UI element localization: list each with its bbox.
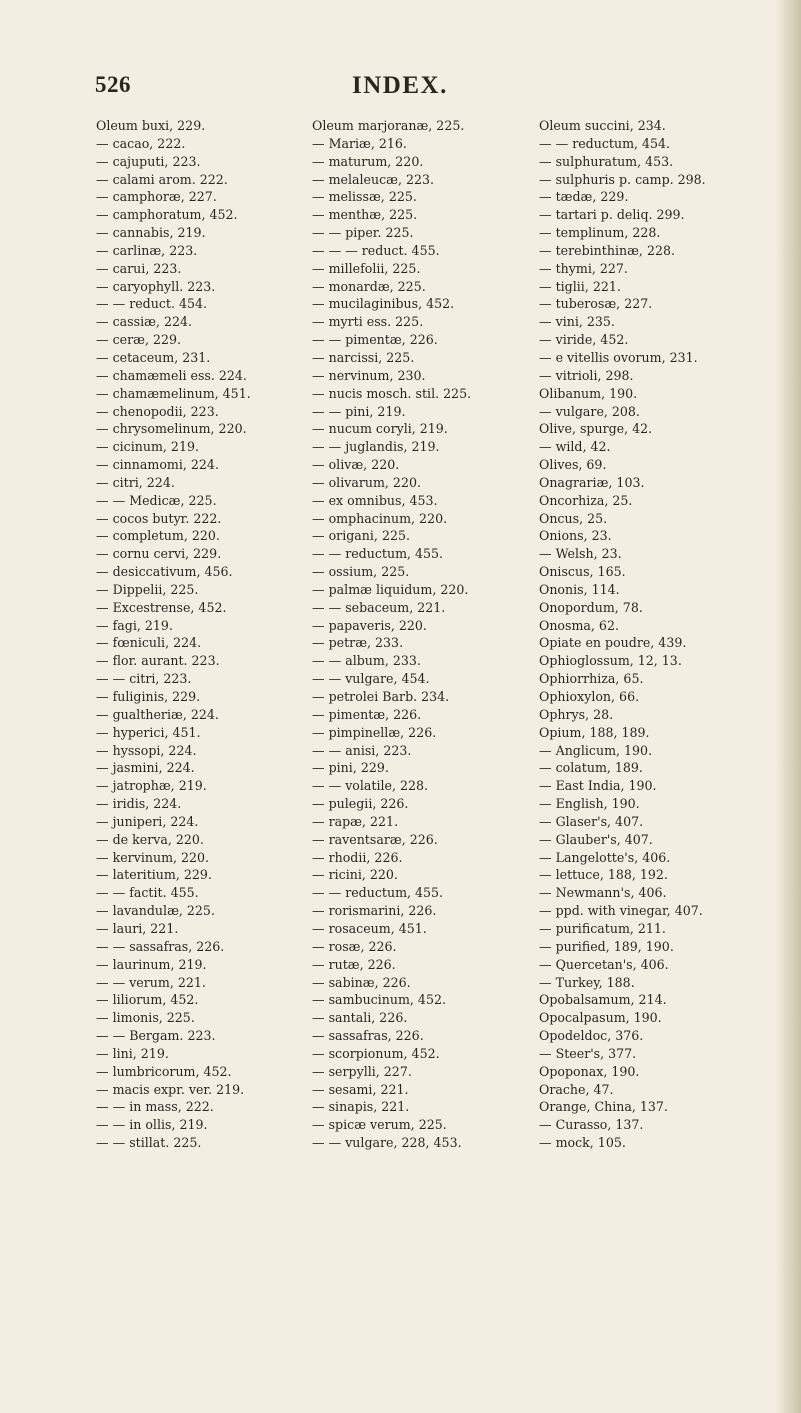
index-entry: — flor. aurant. 223. xyxy=(96,653,220,669)
index-entry: — chrysomelinum, 220. xyxy=(96,421,247,437)
index-entry: — — in ollis, 219. xyxy=(96,1117,208,1133)
index-entry: — nucis mosch. stil. 225. xyxy=(312,385,472,401)
index-entry: Onosma, 62. xyxy=(539,617,619,633)
index-entry: — cetaceum, 231. xyxy=(96,349,211,365)
index-entry: Ononis, 114. xyxy=(539,581,620,597)
index-entry: Olive, spurge, 42. xyxy=(539,421,653,437)
index-entry: — citri, 224. xyxy=(96,474,175,490)
index-entry: — Welsh, 23. xyxy=(539,546,622,562)
index-entry: — — anisi, 223. xyxy=(312,742,412,758)
index-entry: — laurinum, 219. xyxy=(96,956,207,972)
index-entry: — — — reduct. 455. xyxy=(312,242,440,258)
index-entry: — — vulgare, 454. xyxy=(312,671,430,687)
index-entry: — gualtheriæ, 224. xyxy=(96,706,219,722)
index-column-3 xyxy=(539,117,779,1152)
index-entry: — hyperici, 451. xyxy=(96,724,201,740)
index-entry: Opoponax, 190. xyxy=(539,1063,640,1079)
index-entry: — cinnamomi, 224. xyxy=(96,457,219,473)
index-entry: — vulgare, 208. xyxy=(539,403,640,419)
index-entry: — cornu cervi, 229. xyxy=(96,546,222,562)
index-entry: — purificatum, 211. xyxy=(539,920,666,936)
index-entry: — millefolii, 225. xyxy=(312,260,421,276)
index-entry: — tartari p. deliq. 299. xyxy=(539,207,685,223)
index-column-2 xyxy=(312,117,537,1152)
index-entry: — sambucinum, 452. xyxy=(312,992,446,1008)
index-entry: — narcissi, 225. xyxy=(312,349,415,365)
index-entry: — palmæ liquidum, 220. xyxy=(312,581,469,597)
index-entry: — ceræ, 229. xyxy=(96,332,182,348)
index-entry: Ophiorrhiza, 65. xyxy=(539,671,644,687)
index-entry: — lauri, 221. xyxy=(96,920,179,936)
index-entry: — Turkey, 188. xyxy=(539,974,635,990)
index-entry: — — Bergam. 223. xyxy=(96,1028,216,1044)
index-entry: Onopordum, 78. xyxy=(539,599,643,615)
index-entry: — chamæmelinum, 451. xyxy=(96,385,251,401)
index-column-1 xyxy=(96,117,296,1152)
index-entry: — Mariæ, 216. xyxy=(312,135,407,151)
index-entry: — nucum coryli, 219. xyxy=(312,421,448,437)
index-entry: — — pimentæ, 226. xyxy=(312,332,438,348)
index-entry: Oleum buxi, 229. xyxy=(96,118,206,133)
index-entry: — carui, 223. xyxy=(96,260,182,276)
index-entry: — kervinum, 220. xyxy=(96,849,210,865)
index-entry: — pimpinellæ, 226. xyxy=(312,724,437,740)
index-entry: — — Medicæ, 225. xyxy=(96,492,217,508)
index-entry: — cocos butyr. 222. xyxy=(96,510,222,526)
index-entry: Ophioxylon, 66. xyxy=(539,689,640,704)
index-entry: — sulphuris p. camp. 298. xyxy=(539,171,706,187)
index-entry: — cassiæ, 224. xyxy=(96,314,192,330)
index-entry: — sulphuratum, 453. xyxy=(539,153,674,169)
index-entry: — nervinum, 230. xyxy=(312,367,426,383)
index-entry: — — pini, 219. xyxy=(312,403,406,419)
index-entry: — raventsaræ, 226. xyxy=(312,831,438,847)
index-entry: — caryophyll. 223. xyxy=(96,278,216,294)
index-entry: — spicæ verum, 225. xyxy=(312,1117,447,1133)
index-entry: — cajuputi, 223. xyxy=(96,153,201,169)
index-entry: — Glauber's, 407. xyxy=(539,831,653,847)
index-entry: — vitrioli, 298. xyxy=(539,367,634,383)
index-entry: Opobalsamum, 214. xyxy=(539,992,667,1008)
index-entry: — fagi, 219. xyxy=(96,617,173,633)
index-entry: — maturum, 220. xyxy=(312,153,424,169)
index-entry: — rutæ, 226. xyxy=(312,956,396,972)
index-entry: — — stillat. 225. xyxy=(96,1135,202,1151)
index-entry: — sinapis, 221. xyxy=(312,1099,410,1115)
index-entry: — fuliginis, 229. xyxy=(96,689,201,704)
index-entry: — cacao, 222. xyxy=(96,135,186,151)
index-entry: — colatum, 189. xyxy=(539,760,643,776)
index-entry: — — reductum, 455. xyxy=(312,546,444,562)
index-entry: — carlinæ, 223. xyxy=(96,242,198,258)
index-entry: — juniperi, 224. xyxy=(96,813,199,829)
index-entry: — — volatile, 228. xyxy=(312,778,429,794)
index-entry: — rorismarini, 226. xyxy=(312,903,437,919)
index-entry: — liliorum, 452. xyxy=(96,992,199,1008)
index-entry: — chamæmeli ess. 224. xyxy=(96,367,247,383)
index-entry: Orache, 47. xyxy=(539,1081,614,1097)
index-entry: — sassafras, 226. xyxy=(312,1028,424,1044)
index-entry: — pimentæ, 226. xyxy=(312,706,422,722)
index-entry: — de kerva, 220. xyxy=(96,831,204,847)
index-entry: — lateritium, 229. xyxy=(96,867,212,883)
index-entry: — olivarum, 220. xyxy=(312,474,421,490)
index-entry: — — citri, 223. xyxy=(96,671,192,687)
index-entry: — santali, 226. xyxy=(312,1010,408,1026)
index-entry: — vini, 235. xyxy=(539,314,615,330)
index-entry: — ex omnibus, 453. xyxy=(312,492,438,508)
index-entry: — purified, 189, 190. xyxy=(539,938,674,954)
index-entry: — pini, 229. xyxy=(312,760,389,776)
index-entry: — English, 190. xyxy=(539,796,640,812)
index-entry: — origani, 225. xyxy=(312,528,410,544)
index-entry: — jasmini, 224. xyxy=(96,760,195,776)
index-entry: — rosaceum, 451. xyxy=(312,920,427,936)
index-entry: — Curasso, 137. xyxy=(539,1117,644,1133)
index-entry: — Dippelii, 225. xyxy=(96,581,199,597)
index-entry: — East India, 190. xyxy=(539,778,657,794)
index-entry: — lavandulæ, 225. xyxy=(96,903,215,919)
index-entry: Olives, 69. xyxy=(539,457,607,473)
index-entry: — omphacinum, 220. xyxy=(312,510,448,526)
index-entry: — — factit. 455. xyxy=(96,885,199,901)
index-entry: — completum, 220. xyxy=(96,528,220,544)
index-entry: — tuberosæ, 227. xyxy=(539,296,653,312)
index-entry: — melaleucæ, 223. xyxy=(312,171,435,187)
index-entry: — camphoræ, 227. xyxy=(96,189,217,205)
index-entry: Oncus, 25. xyxy=(539,510,608,526)
index-entry: — — juglandis, 219. xyxy=(312,439,440,455)
index-entry: Opocalpasum, 190. xyxy=(539,1010,662,1026)
index-entry: — — album, 233. xyxy=(312,653,421,669)
index-entry: — petræ, 233. xyxy=(312,635,404,651)
index-entry: — hyssopi, 224. xyxy=(96,742,197,758)
index-entry: — thymi, 227. xyxy=(539,260,628,276)
index-entry: — tiglii, 221. xyxy=(539,278,621,294)
index-entry: — Langelotte's, 406. xyxy=(539,849,671,865)
index-entry: — scorpionum, 452. xyxy=(312,1045,440,1061)
index-entry: — rosæ, 226. xyxy=(312,938,397,954)
index-entry: — Newmann's, 406. xyxy=(539,885,667,901)
index-entry: Olibanum, 190. xyxy=(539,385,638,401)
index-entry: Orange, China, 137. xyxy=(539,1099,668,1115)
index-entry: — tædæ, 229. xyxy=(539,189,629,205)
index-entry: — templinum, 228. xyxy=(539,225,661,241)
index-entry: — wild, 42. xyxy=(539,439,611,455)
index-entry: Ophrys, 28. xyxy=(539,706,614,722)
index-entry: — desiccativum, 456. xyxy=(96,564,233,580)
index-entry: — lettuce, 188, 192. xyxy=(539,867,668,883)
page-number: 526 xyxy=(95,72,131,97)
index-entry: — chenopodii, 223. xyxy=(96,403,219,419)
index-entry: — camphoratum, 452. xyxy=(96,207,238,223)
index-entry: — pulegii, 226. xyxy=(312,796,409,812)
index-entry: Opiate en poudre, 439. xyxy=(539,635,687,651)
index-entry: — — reduct. 454. xyxy=(96,296,208,312)
index-entry: — Glaser's, 407. xyxy=(539,813,644,829)
index-entry: — — piper. 225. xyxy=(312,225,414,241)
index-entry: Onagrariæ, 103. xyxy=(539,474,645,490)
index-entry: — Excestrense, 452. xyxy=(96,599,227,615)
index-entry: Oleum succini, 234. xyxy=(539,118,666,133)
index-entry: Ophioglossum, 12, 13. xyxy=(539,653,682,669)
index-entry: — serpylli, 227. xyxy=(312,1063,412,1079)
index-entry: Oncorhiza, 25. xyxy=(539,492,633,508)
index-entry: — — in mass, 222. xyxy=(96,1099,214,1115)
index-entry: Oniscus, 165. xyxy=(539,564,626,580)
index-entry: — Quercetan's, 406. xyxy=(539,956,669,972)
index-entry: — ppd. with vinegar, 407. xyxy=(539,903,703,919)
index-entry: — terebinthinæ, 228. xyxy=(539,242,675,258)
index-entry: — — verum, 221. xyxy=(96,974,206,990)
index-entry: — fœniculi, 224. xyxy=(96,635,202,651)
index-entry: — rhodii, 226. xyxy=(312,849,403,865)
index-entry: Onions, 23. xyxy=(539,528,612,544)
index-entry: — ossium, 225. xyxy=(312,564,410,580)
index-entry: — mucilaginibus, 452. xyxy=(312,296,455,312)
index-entry: — cannabis, 219. xyxy=(96,225,206,241)
index-entry: — ricini, 220. xyxy=(312,867,398,883)
index-entry: — rapæ, 221. xyxy=(312,813,399,829)
index-entry: Opium, 188, 189. xyxy=(539,724,650,740)
index-entry: — sesami, 221. xyxy=(312,1081,409,1097)
index-entry: — viride, 452. xyxy=(539,332,629,348)
index-entry: — jatrophæ, 219. xyxy=(96,778,207,794)
index-entry: — olivæ, 220. xyxy=(312,457,400,473)
index-entry: Oleum marjoranæ, 225. xyxy=(312,118,465,133)
index-entry: — papaveris, 220. xyxy=(312,617,427,633)
running-head-title: INDEX. xyxy=(352,72,448,99)
index-entry: — lini, 219. xyxy=(96,1045,169,1061)
index-entry: — macis expr. ver. 219. xyxy=(96,1081,245,1097)
index-entry: — melissæ, 225. xyxy=(312,189,417,205)
index-entry: — menthæ, 225. xyxy=(312,207,418,223)
index-entry: Opodeldoc, 376. xyxy=(539,1028,644,1044)
index-entry: — myrti ess. 225. xyxy=(312,314,424,330)
index-entry: — lumbricorum, 452. xyxy=(96,1063,232,1079)
index-entry: — mock, 105. xyxy=(539,1135,626,1151)
index-entry: — monardæ, 225. xyxy=(312,278,426,294)
index-entry: — sabinæ, 226. xyxy=(312,974,411,990)
index-entry: — — reductum, 454. xyxy=(539,135,671,151)
index-entry: — — vulgare, 228, 453. xyxy=(312,1135,462,1151)
index-entry: — iridis, 224. xyxy=(96,796,182,812)
page-header xyxy=(0,72,801,112)
index-entry: — calami arom. 222. xyxy=(96,171,228,187)
index-entry: — Steer's, 377. xyxy=(539,1045,637,1061)
index-entry: — cicinum, 219. xyxy=(96,439,199,455)
index-entry: — — sebaceum, 221. xyxy=(312,599,446,615)
index-entry: — petrolei Barb. 234. xyxy=(312,689,450,704)
index-entry: — — reductum, 455. xyxy=(312,885,444,901)
index-entry: — e vitellis ovorum, 231. xyxy=(539,349,698,365)
index-entry: — Anglicum, 190. xyxy=(539,742,653,758)
index-entry: — limonis, 225. xyxy=(96,1010,195,1026)
index-entry: — — sassafras, 226. xyxy=(96,938,225,954)
